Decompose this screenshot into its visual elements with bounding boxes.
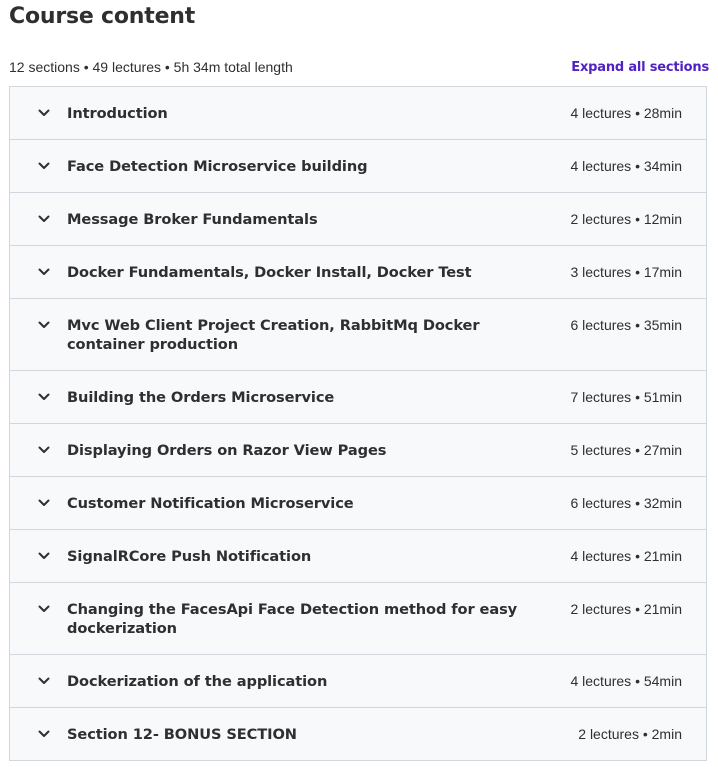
section-title: Docker Fundamentals, Docker Install, Docker Test [67,264,472,281]
section-row[interactable] [10,708,706,761]
chevron-down-icon [38,263,50,281]
section-title: SignalRCore Push Notification [67,548,312,565]
section-lecture-count: 6 lectures • 32min [570,495,682,511]
section-title: Mvc Web Client Project Creation, RabbitMq Docker container production [67,317,480,353]
section-row[interactable] [10,193,706,246]
section-row[interactable] [10,140,706,193]
chevron-down-icon [38,725,50,743]
section-title: Message Broker Fundamentals [67,211,318,228]
chevron-down-icon [38,494,50,512]
section-title: Face Detection Microservice building [67,158,368,175]
chevron-down-icon [38,547,50,565]
section-lecture-count: 4 lectures • 34min [570,158,682,174]
section-title: Dockerization of the application [67,673,328,690]
section-title: Changing the FacesApi Face Detection method for easy dockerization [67,601,518,637]
chevron-down-icon [38,104,50,122]
section-title: Customer Notification Microservice [67,495,354,512]
section-lecture-count: 6 lectures • 35min [570,317,682,333]
chevron-down-icon [38,316,50,334]
section-lecture-count: 4 lectures • 28min [570,105,682,121]
section-row[interactable] [10,87,706,140]
section-lecture-count: 4 lectures • 54min [570,673,682,689]
chevron-down-icon [38,157,50,175]
section-title: Displaying Orders on Razor View Pages [67,442,387,459]
section-row[interactable] [10,424,706,477]
chevron-down-icon [38,210,50,228]
course-summary: 12 sections • 49 lectures • 5h 34m total length [9,59,293,75]
page-title: Course content [9,4,196,29]
chevron-down-icon [38,388,50,406]
section-lecture-count: 2 lectures • 12min [570,211,682,227]
section-row[interactable] [10,371,706,424]
section-row[interactable] [10,477,706,530]
section-lecture-count: 5 lectures • 27min [570,442,682,458]
chevron-down-icon [38,672,50,690]
section-lecture-count: 4 lectures • 21min [570,548,682,564]
section-row[interactable] [10,655,706,708]
section-title: Introduction [67,105,168,122]
section-row[interactable] [10,530,706,583]
section-lecture-count: 2 lectures • 21min [570,601,682,617]
expand-all-sections-button[interactable]: Expand all sections [571,59,709,75]
section-row[interactable] [10,583,706,655]
section-row[interactable] [10,299,706,371]
section-title: Section 12- BONUS SECTION [67,726,297,743]
chevron-down-icon [38,600,50,618]
section-title: Building the Orders Microservice [67,389,335,406]
section-list [9,86,707,761]
section-lecture-count: 7 lectures • 51min [570,389,682,405]
section-lecture-count: 3 lectures • 17min [570,264,682,280]
chevron-down-icon [38,441,50,459]
section-lecture-count: 2 lectures • 2min [578,726,682,742]
section-row[interactable] [10,246,706,299]
course-summary-bar [9,56,709,78]
